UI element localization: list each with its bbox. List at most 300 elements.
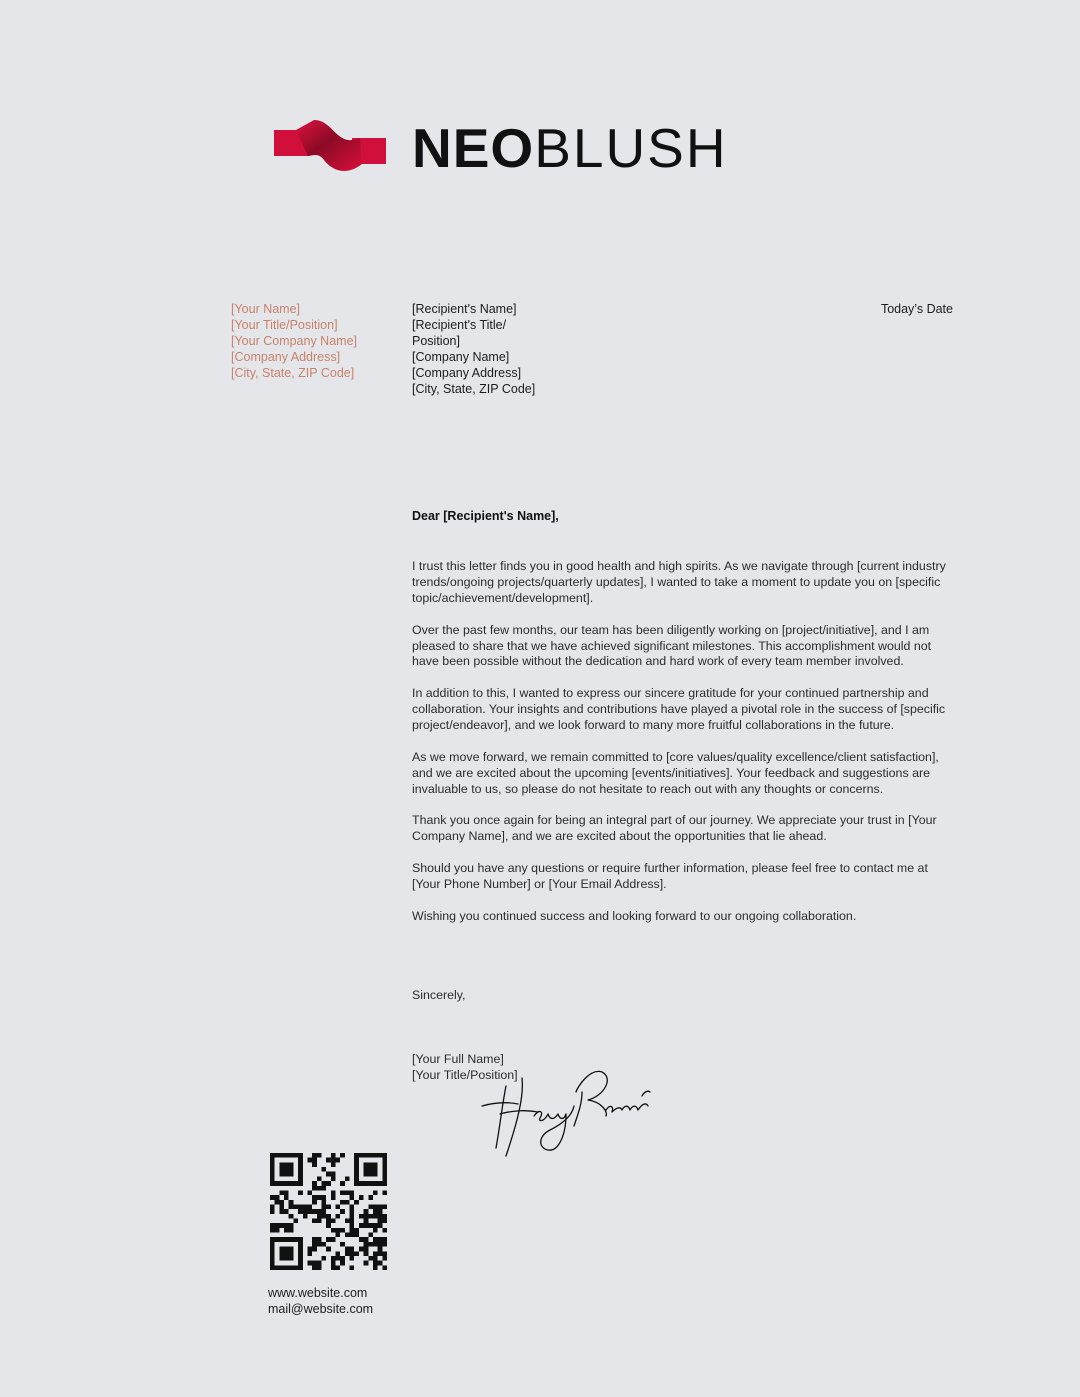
- qr-module: [279, 1265, 284, 1270]
- qr-module: [350, 1204, 355, 1209]
- qr-module: [364, 1247, 369, 1252]
- qr-module: [289, 1265, 294, 1270]
- qr-module: [289, 1214, 294, 1219]
- qr-module: [378, 1261, 383, 1266]
- qr-module: [270, 1158, 275, 1163]
- qr-module: [340, 1242, 345, 1247]
- qr-module: [326, 1181, 331, 1186]
- qr-module: [331, 1176, 336, 1181]
- qr-module: [317, 1237, 322, 1242]
- qr-module: [326, 1204, 331, 1209]
- qr-module: [378, 1247, 383, 1252]
- qr-module: [275, 1195, 280, 1200]
- qr-module: [382, 1256, 387, 1261]
- qr-module: [284, 1251, 289, 1256]
- qr-module: [368, 1172, 373, 1177]
- paragraph: Should you have any questions or require further information, please feel free to contact me at [Your Phone Number] or [Your Email Address].: [412, 861, 928, 892]
- handwritten-signature: [478, 1056, 662, 1160]
- sender-city: [City, State, ZIP Code]: [231, 366, 355, 380]
- qr-module: [312, 1261, 317, 1266]
- qr-module: [350, 1247, 355, 1252]
- qr-module: [364, 1162, 369, 1167]
- qr-module: [345, 1251, 350, 1256]
- qr-module: [312, 1247, 317, 1252]
- qr-module: [382, 1251, 387, 1256]
- qr-module: [382, 1214, 387, 1219]
- qr-module: [298, 1256, 303, 1261]
- signer-name: [Your Full Name]: [412, 1052, 504, 1066]
- qr-module: [307, 1158, 312, 1163]
- qr-module: [270, 1195, 275, 1200]
- qr-module: [312, 1186, 317, 1191]
- qr-module: [373, 1181, 378, 1186]
- qr-module: [326, 1219, 331, 1224]
- qr-module: [382, 1265, 387, 1270]
- qr-module: [279, 1190, 284, 1195]
- qr-module: [270, 1176, 275, 1181]
- qr-module: [279, 1153, 284, 1158]
- brand-logo: [274, 116, 728, 180]
- paragraph: Wishing you continued success and looking forward to our ongoing collaboration.: [412, 908, 857, 923]
- recipient-block: [412, 301, 552, 397]
- qr-module: [331, 1261, 336, 1266]
- qr-module: [284, 1162, 289, 1167]
- qr-module: [382, 1153, 387, 1158]
- qr-module: [284, 1153, 289, 1158]
- qr-module: [336, 1251, 341, 1256]
- qr-module: [312, 1153, 317, 1158]
- qr-module: [382, 1162, 387, 1167]
- qr-module: [373, 1223, 378, 1228]
- qr-module: [317, 1195, 322, 1200]
- qr-module: [331, 1237, 336, 1242]
- qr-module: [312, 1209, 317, 1214]
- qr-module: [307, 1204, 312, 1209]
- qr-module: [368, 1233, 373, 1238]
- qr-module: [354, 1167, 359, 1172]
- qr-module: [289, 1204, 294, 1209]
- qr-module: [368, 1167, 373, 1172]
- qr-module: [364, 1242, 369, 1247]
- qr-module: [298, 1162, 303, 1167]
- qr-module: [331, 1153, 336, 1158]
- qr-module: [312, 1237, 317, 1242]
- qr-module: [270, 1251, 275, 1256]
- qr-module: [373, 1228, 378, 1233]
- qr-module: [317, 1176, 322, 1181]
- qr-module: [279, 1209, 284, 1214]
- qr-module: [284, 1181, 289, 1186]
- qr-module: [354, 1228, 359, 1233]
- qr-module: [293, 1219, 298, 1224]
- qr-module: [331, 1256, 336, 1261]
- qr-module: [279, 1181, 284, 1186]
- qr-module: [321, 1181, 326, 1186]
- qr-module: [317, 1186, 322, 1191]
- qr-module: [279, 1247, 284, 1252]
- qr-module: [336, 1204, 341, 1209]
- qr-module: [312, 1162, 317, 1167]
- letter-body: [412, 559, 956, 941]
- qr-module: [275, 1200, 280, 1205]
- qr-module: [340, 1209, 345, 1214]
- qr-module: [317, 1261, 322, 1266]
- qr-module: [321, 1200, 326, 1205]
- qr-module: [364, 1251, 369, 1256]
- qr-module: [378, 1242, 383, 1247]
- recipient-title-1: [Recipient's Title/: [412, 318, 507, 332]
- qr-module: [298, 1176, 303, 1181]
- qr-module: [326, 1237, 331, 1242]
- qr-module: [359, 1247, 364, 1252]
- qr-module: [279, 1200, 284, 1205]
- qr-module: [336, 1233, 341, 1238]
- qr-module: [378, 1251, 383, 1256]
- qr-module: [279, 1256, 284, 1261]
- qr-module: [354, 1176, 359, 1181]
- qr-module: [321, 1209, 326, 1214]
- qr-module: [312, 1200, 317, 1205]
- qr-module: [289, 1153, 294, 1158]
- qr-module: [298, 1251, 303, 1256]
- qr-module: [378, 1223, 383, 1228]
- qr-module: [312, 1265, 317, 1270]
- qr-module: [293, 1265, 298, 1270]
- qr-module: [354, 1200, 359, 1205]
- letter-date: Today’s Date: [880, 302, 953, 316]
- qr-module: [373, 1242, 378, 1247]
- qr-module: [326, 1247, 331, 1252]
- qr-module: [336, 1158, 341, 1163]
- qr-module: [345, 1233, 350, 1238]
- qr-module: [298, 1153, 303, 1158]
- qr-module: [284, 1237, 289, 1242]
- qr-module: [368, 1214, 373, 1219]
- qr-module: [373, 1265, 378, 1270]
- qr-module: [373, 1214, 378, 1219]
- qr-module: [289, 1223, 294, 1228]
- qr-module: [382, 1181, 387, 1186]
- qr-module: [275, 1228, 280, 1233]
- qr-module: [298, 1247, 303, 1252]
- qr-module: [350, 1190, 355, 1195]
- qr-module: [270, 1167, 275, 1172]
- qr-module: [350, 1209, 355, 1214]
- qr-module: [373, 1162, 378, 1167]
- qr-module: [364, 1237, 369, 1242]
- qr-module: [373, 1209, 378, 1214]
- qr-module: [336, 1228, 341, 1233]
- qr-module: [303, 1204, 308, 1209]
- qr-module: [321, 1195, 326, 1200]
- qr-module: [359, 1181, 364, 1186]
- qr-module: [298, 1204, 303, 1209]
- qr-module: [298, 1158, 303, 1163]
- qr-module: [373, 1153, 378, 1158]
- qr-module: [350, 1228, 355, 1233]
- qr-module: [317, 1242, 322, 1247]
- qr-module: [317, 1219, 322, 1224]
- qr-module: [359, 1214, 364, 1219]
- qr-module: [364, 1219, 369, 1224]
- qr-module: [340, 1181, 345, 1186]
- qr-module: [275, 1265, 280, 1270]
- qr-module: [331, 1172, 336, 1177]
- qr-module: [340, 1228, 345, 1233]
- qr-module: [275, 1181, 280, 1186]
- qr-module: [317, 1153, 322, 1158]
- qr-module: [340, 1200, 345, 1205]
- qr-module: [279, 1172, 284, 1177]
- qr-module: [345, 1247, 350, 1252]
- qr-module: [289, 1200, 294, 1205]
- qr-module: [382, 1242, 387, 1247]
- qr-module: [298, 1190, 303, 1195]
- qr-module: [284, 1247, 289, 1252]
- qr-module: [321, 1167, 326, 1172]
- qr-module: [270, 1242, 275, 1247]
- qr-module: [378, 1237, 383, 1242]
- qr-module: [284, 1228, 289, 1233]
- qr-module: [307, 1190, 312, 1195]
- qr-module: [303, 1209, 308, 1214]
- brand-name-bold: NEO: [412, 116, 535, 179]
- qr-module: [293, 1204, 298, 1209]
- qr-code-icon[interactable]: [270, 1153, 387, 1270]
- qr-module: [382, 1228, 387, 1233]
- qr-module: [270, 1153, 275, 1158]
- qr-module: [340, 1261, 345, 1266]
- qr-module: [289, 1251, 294, 1256]
- qr-module: [364, 1153, 369, 1158]
- qr-module: [368, 1242, 373, 1247]
- qr-module: [298, 1265, 303, 1270]
- qr-module: [298, 1242, 303, 1247]
- qr-module: [354, 1233, 359, 1238]
- qr-module: [350, 1195, 355, 1200]
- qr-module: [354, 1162, 359, 1167]
- qr-module: [354, 1251, 359, 1256]
- qr-module: [378, 1209, 383, 1214]
- qr-module: [354, 1153, 359, 1158]
- qr-module: [331, 1195, 336, 1200]
- qr-module: [279, 1223, 284, 1228]
- qr-module: [298, 1261, 303, 1266]
- qr-module: [378, 1219, 383, 1224]
- signer-title: [Your Title/Position]: [412, 1068, 518, 1082]
- website-link[interactable]: www.website.com: [268, 1286, 368, 1300]
- qr-module: [350, 1256, 355, 1261]
- qr-module: [382, 1176, 387, 1181]
- qr-module: [279, 1251, 284, 1256]
- qr-module: [270, 1181, 275, 1186]
- qr-module: [270, 1162, 275, 1167]
- qr-module: [307, 1251, 312, 1256]
- qr-module: [270, 1256, 275, 1261]
- qr-module: [275, 1237, 280, 1242]
- qr-module: [345, 1219, 350, 1224]
- qr-module: [331, 1158, 336, 1163]
- recipient-address: [Company Address]: [412, 366, 522, 380]
- qr-module: [382, 1190, 387, 1195]
- qr-module: [345, 1176, 350, 1181]
- qr-module: [312, 1158, 317, 1163]
- paragraph: As we move forward, we remain committed to [core values/quality excellence/client satisfaction], and we are excited about the upcoming [events/initiatives]. Your feedback and suggestions are invaluable to us, so please do not hesitate to reach out with any thoughts or concerns.: [412, 749, 939, 796]
- sender-address: [Company Address]: [231, 350, 341, 364]
- qr-module: [275, 1153, 280, 1158]
- qr-module: [378, 1214, 383, 1219]
- qr-module: [373, 1167, 378, 1172]
- qr-module: [373, 1251, 378, 1256]
- qr-module: [364, 1223, 369, 1228]
- qr-module: [289, 1162, 294, 1167]
- qr-module: [368, 1223, 373, 1228]
- qr-module: [326, 1158, 331, 1163]
- qr-module: [298, 1167, 303, 1172]
- qr-module: [331, 1228, 336, 1233]
- qr-module: [289, 1167, 294, 1172]
- qr-module: [368, 1256, 373, 1261]
- qr-module: [364, 1172, 369, 1177]
- salutation: Dear [Recipient's Name],: [412, 509, 559, 523]
- qr-module: [364, 1167, 369, 1172]
- qr-module: [336, 1265, 341, 1270]
- qr-module: [382, 1204, 387, 1209]
- qr-module: [289, 1256, 294, 1261]
- qr-module: [270, 1204, 275, 1209]
- paragraph: I trust this letter finds you in good health and high spirits. As we navigate through [current industry trends/ongoing projects/quarterly updates], I wanted to take a moment to update you on [specific topic/achievement/development].: [412, 559, 946, 605]
- qr-module: [331, 1190, 336, 1195]
- qr-module: [364, 1261, 369, 1266]
- qr-module: [368, 1204, 373, 1209]
- qr-module: [345, 1190, 350, 1195]
- qr-module: [317, 1214, 322, 1219]
- recipient-company: [Company Name]: [412, 350, 510, 364]
- qr-module: [284, 1195, 289, 1200]
- qr-module: [364, 1209, 369, 1214]
- qr-module: [359, 1223, 364, 1228]
- brand-name-light: BLUSH: [534, 116, 728, 179]
- contact-block: [268, 1285, 373, 1317]
- recipient-name: [Recipient's Name]: [412, 302, 517, 316]
- sender-block: [231, 301, 401, 381]
- qr-module: [373, 1172, 378, 1177]
- qr-module: [312, 1181, 317, 1186]
- qr-module: [350, 1233, 355, 1238]
- qr-module: [270, 1209, 275, 1214]
- qr-module: [373, 1190, 378, 1195]
- qr-module: [298, 1237, 303, 1242]
- qr-module: [354, 1181, 359, 1186]
- qr-module: [298, 1181, 303, 1186]
- qr-module: [350, 1251, 355, 1256]
- neoblush-ribbon-icon: [274, 116, 386, 180]
- qr-module: [354, 1158, 359, 1163]
- qr-module: [284, 1265, 289, 1270]
- qr-module: [326, 1214, 331, 1219]
- sender-company: [Your Company Name]: [231, 334, 357, 348]
- qr-module: [331, 1265, 336, 1270]
- qr-module: [350, 1265, 355, 1270]
- qr-module: [382, 1167, 387, 1172]
- email-link[interactable]: mail@website.com: [268, 1302, 374, 1316]
- qr-module: [368, 1195, 373, 1200]
- qr-module: [321, 1256, 326, 1261]
- qr-module: [289, 1172, 294, 1177]
- closing: Sincerely,: [412, 988, 466, 1002]
- paragraph: Over the past few months, our team has been diligently working on [project/initiative], and I am pleased to share that we have achieved significant milestones. This accomplishment would not have been possible without the dedication and hard work of every team member involved.: [412, 622, 932, 669]
- qr-module: [350, 1219, 355, 1224]
- qr-module: [279, 1237, 284, 1242]
- qr-module: [368, 1162, 373, 1167]
- qr-module: [293, 1153, 298, 1158]
- qr-module: [307, 1209, 312, 1214]
- qr-module: [336, 1256, 341, 1261]
- qr-module: [368, 1181, 373, 1186]
- qr-module: [289, 1228, 294, 1233]
- qr-module: [279, 1204, 284, 1209]
- qr-module: [331, 1162, 336, 1167]
- qr-module: [270, 1223, 275, 1228]
- recipient-title-2: Position]: [412, 334, 460, 348]
- qr-module: [284, 1256, 289, 1261]
- qr-module: [307, 1247, 312, 1252]
- qr-module: [270, 1237, 275, 1242]
- qr-module: [373, 1261, 378, 1266]
- qr-module: [303, 1214, 308, 1219]
- qr-module: [354, 1172, 359, 1177]
- qr-module: [378, 1204, 383, 1209]
- qr-module: [284, 1223, 289, 1228]
- qr-module: [293, 1181, 298, 1186]
- qr-module: [373, 1256, 378, 1261]
- qr-module: [293, 1237, 298, 1242]
- qr-module: [321, 1242, 326, 1247]
- qr-module: [289, 1247, 294, 1252]
- qr-module: [364, 1214, 369, 1219]
- qr-module: [345, 1200, 350, 1205]
- qr-module: [270, 1228, 275, 1233]
- qr-module: [289, 1181, 294, 1186]
- qr-module: [321, 1204, 326, 1209]
- sender-title: [Your Title/Position]: [231, 318, 338, 332]
- qr-module: [340, 1256, 345, 1261]
- qr-module: [270, 1247, 275, 1252]
- qr-module: [382, 1172, 387, 1177]
- qr-module: [378, 1153, 383, 1158]
- qr-module: [298, 1172, 303, 1177]
- qr-module: [270, 1265, 275, 1270]
- qr-module: [307, 1261, 312, 1266]
- qr-module: [359, 1153, 364, 1158]
- qr-module: [312, 1242, 317, 1247]
- qr-module: [340, 1153, 345, 1158]
- qr-module: [312, 1219, 317, 1224]
- qr-module: [350, 1223, 355, 1228]
- qr-module: [359, 1195, 364, 1200]
- qr-module: [382, 1158, 387, 1163]
- qr-module: [298, 1209, 303, 1214]
- qr-module: [270, 1261, 275, 1266]
- qr-module: [336, 1214, 341, 1219]
- qr-module: [284, 1209, 289, 1214]
- qr-module: [317, 1265, 322, 1270]
- qr-module: [326, 1172, 331, 1177]
- paragraph: Thank you once again for being an integral part of our journey. We appreciate your trust in [Your Company Name], and we are excited about the opportunities that lie ahead.: [412, 813, 937, 844]
- qr-module: [321, 1186, 326, 1191]
- qr-module: [331, 1219, 336, 1224]
- qr-module: [382, 1219, 387, 1224]
